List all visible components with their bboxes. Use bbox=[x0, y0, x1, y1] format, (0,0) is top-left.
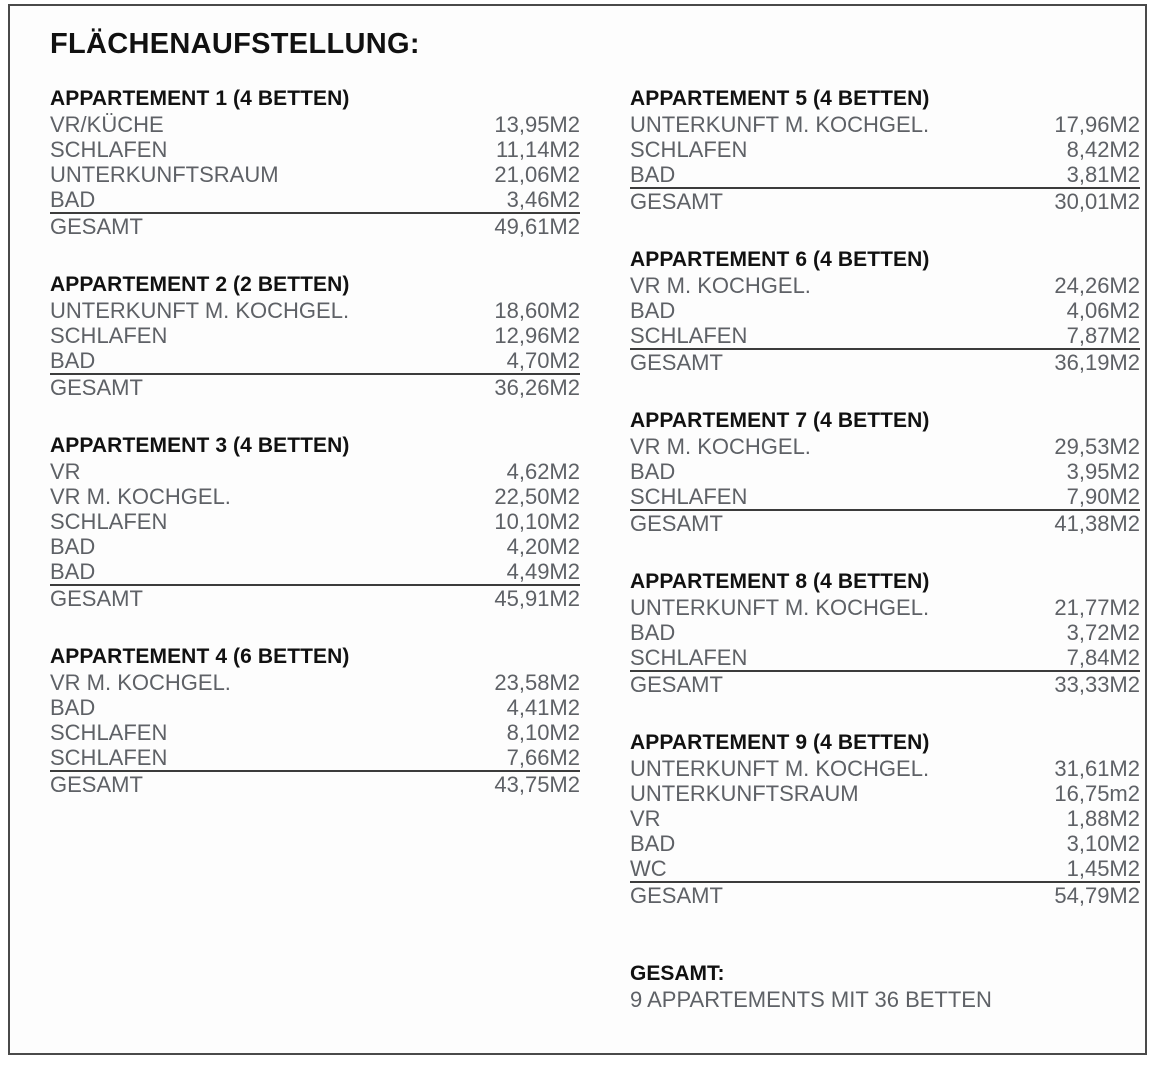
room-name: UNTERKUNFT M. KOCHGEL. bbox=[630, 756, 930, 781]
apartment-title: APPARTEMENT 5 (4 BETTEN) bbox=[630, 87, 930, 110]
room-area: 4,41M2 bbox=[506, 695, 580, 720]
room-area: 4,20M2 bbox=[506, 534, 580, 559]
room-row bbox=[630, 273, 1140, 298]
column-left bbox=[50, 87, 580, 797]
room-area: 7,84M2 bbox=[1066, 645, 1140, 670]
room-name: UNTERKUNFT M. KOCHGEL. bbox=[630, 595, 930, 620]
room-row bbox=[630, 595, 1140, 620]
room-row bbox=[50, 162, 580, 187]
total-area: 36,19M2 bbox=[885, 349, 1140, 375]
room-row bbox=[50, 534, 580, 559]
total-row bbox=[630, 510, 1140, 536]
page-title: FLÄCHENAUFSTELLUNG: bbox=[50, 28, 420, 60]
room-row bbox=[630, 806, 1140, 831]
room-row bbox=[50, 459, 580, 484]
room-area: 10,10M2 bbox=[494, 509, 580, 534]
room-name: SCHLAFEN bbox=[50, 720, 168, 745]
room-name: BAD bbox=[630, 620, 676, 645]
room-row bbox=[630, 434, 1140, 459]
room-area: 3,81M2 bbox=[1066, 162, 1140, 187]
apartment-block bbox=[630, 87, 1140, 214]
total-row bbox=[630, 188, 1140, 214]
room-area: 31,61M2 bbox=[1054, 756, 1140, 781]
total-area: 43,75M2 bbox=[315, 771, 580, 797]
room-area: 4,62M2 bbox=[506, 459, 580, 484]
room-area: 4,49M2 bbox=[506, 559, 580, 584]
room-row bbox=[630, 459, 1140, 484]
total-label: GESAMT bbox=[630, 882, 885, 908]
room-area: 12,96M2 bbox=[494, 323, 580, 348]
column-right bbox=[630, 87, 1140, 1012]
room-area-table bbox=[50, 670, 580, 797]
room-row bbox=[50, 112, 580, 137]
apartment-title: APPARTEMENT 4 (6 BETTEN) bbox=[50, 645, 350, 668]
room-area-table bbox=[630, 273, 1140, 375]
total-label: GESAMT bbox=[630, 671, 885, 697]
document-frame bbox=[8, 4, 1147, 1055]
room-row bbox=[630, 298, 1140, 323]
room-row bbox=[50, 323, 580, 348]
room-row bbox=[50, 348, 580, 374]
room-row bbox=[630, 645, 1140, 671]
room-area: 7,90M2 bbox=[1066, 484, 1140, 509]
room-row bbox=[630, 831, 1140, 856]
room-area-table bbox=[50, 298, 580, 400]
total-row bbox=[50, 374, 580, 400]
room-name: BAD bbox=[50, 348, 96, 373]
total-row bbox=[50, 213, 580, 239]
total-area: 49,61M2 bbox=[315, 213, 580, 239]
total-label: GESAMT bbox=[50, 213, 315, 239]
room-name: VR M. KOCHGEL. bbox=[50, 670, 231, 695]
total-row bbox=[50, 771, 580, 797]
total-row bbox=[50, 585, 580, 611]
room-name: VR M. KOCHGEL. bbox=[50, 484, 231, 509]
total-area: 36,26M2 bbox=[315, 374, 580, 400]
room-name: BAD bbox=[50, 695, 96, 720]
total-area: 30,01M2 bbox=[885, 188, 1140, 214]
room-area: 16,75m2 bbox=[1054, 781, 1140, 806]
room-row bbox=[630, 162, 1140, 188]
room-area-table bbox=[630, 434, 1140, 536]
room-name: SCHLAFEN bbox=[50, 745, 168, 770]
room-row bbox=[50, 509, 580, 534]
room-row bbox=[50, 187, 580, 213]
room-name: UNTERKUNFTSRAUM bbox=[50, 162, 279, 187]
document-body bbox=[10, 6, 1145, 1053]
room-row bbox=[50, 670, 580, 695]
room-area: 17,96M2 bbox=[1054, 112, 1140, 137]
apartment-block bbox=[50, 87, 580, 239]
total-label: GESAMT bbox=[630, 349, 885, 375]
apartment-block bbox=[630, 248, 1140, 375]
total-area: 45,91M2 bbox=[315, 585, 580, 611]
room-area: 1,88M2 bbox=[1066, 806, 1140, 831]
room-row bbox=[630, 620, 1140, 645]
grand-total-block bbox=[630, 962, 1140, 1012]
total-label: GESAMT bbox=[630, 188, 885, 214]
room-name: VR M. KOCHGEL. bbox=[630, 273, 811, 298]
room-row bbox=[50, 745, 580, 771]
apartment-block bbox=[630, 409, 1140, 536]
room-name: BAD bbox=[50, 559, 96, 584]
room-name: VR bbox=[630, 806, 661, 831]
room-area: 4,70M2 bbox=[506, 348, 580, 373]
room-name: SCHLAFEN bbox=[630, 484, 748, 509]
total-label: GESAMT bbox=[50, 374, 315, 400]
room-area: 3,95M2 bbox=[1066, 459, 1140, 484]
room-name: VR bbox=[50, 459, 81, 484]
room-name: SCHLAFEN bbox=[630, 323, 748, 348]
room-area: 21,77M2 bbox=[1054, 595, 1140, 620]
apartment-title: APPARTEMENT 3 (4 BETTEN) bbox=[50, 434, 350, 457]
total-area: 41,38M2 bbox=[885, 510, 1140, 536]
room-row bbox=[630, 484, 1140, 510]
room-row bbox=[50, 559, 580, 585]
room-name: BAD bbox=[630, 459, 676, 484]
total-area: 33,33M2 bbox=[885, 671, 1140, 697]
apartment-title: APPARTEMENT 6 (4 BETTEN) bbox=[630, 248, 930, 271]
room-row bbox=[50, 484, 580, 509]
room-name: SCHLAFEN bbox=[630, 137, 748, 162]
room-row bbox=[630, 781, 1140, 806]
room-name: UNTERKUNFT M. KOCHGEL. bbox=[50, 298, 350, 323]
room-area-table bbox=[630, 112, 1140, 214]
room-row bbox=[630, 756, 1140, 781]
room-area: 18,60M2 bbox=[494, 298, 580, 323]
room-name: BAD bbox=[50, 534, 96, 559]
room-area: 13,95M2 bbox=[494, 112, 580, 137]
total-label: GESAMT bbox=[50, 771, 315, 797]
total-label: GESAMT bbox=[50, 585, 315, 611]
apartment-block bbox=[630, 570, 1140, 697]
apartment-title: APPARTEMENT 1 (4 BETTEN) bbox=[50, 87, 350, 110]
room-area: 21,06M2 bbox=[494, 162, 580, 187]
grand-total-text: 9 APPARTEMENTS MIT 36 BETTEN bbox=[630, 987, 992, 1012]
room-name: BAD bbox=[50, 187, 96, 212]
room-row bbox=[50, 695, 580, 720]
room-area-table bbox=[630, 756, 1140, 908]
room-name: WC bbox=[630, 856, 667, 881]
room-area: 24,26M2 bbox=[1054, 273, 1140, 298]
room-name: SCHLAFEN bbox=[50, 509, 168, 534]
room-row bbox=[630, 137, 1140, 162]
room-area: 7,87M2 bbox=[1066, 323, 1140, 348]
room-name: BAD bbox=[630, 162, 676, 187]
room-area: 11,14M2 bbox=[496, 137, 580, 162]
room-area: 3,46M2 bbox=[506, 187, 580, 212]
grand-total-label: GESAMT: bbox=[630, 962, 725, 985]
room-area: 23,58M2 bbox=[494, 670, 580, 695]
apartment-block bbox=[50, 645, 580, 797]
room-area: 29,53M2 bbox=[1054, 434, 1140, 459]
total-row bbox=[630, 349, 1140, 375]
room-name: UNTERKUNFT M. KOCHGEL. bbox=[630, 112, 930, 137]
room-name: VR/KÜCHE bbox=[50, 112, 164, 137]
room-area: 3,72M2 bbox=[1066, 620, 1140, 645]
room-name: UNTERKUNFTSRAUM bbox=[630, 781, 859, 806]
room-name: VR M. KOCHGEL. bbox=[630, 434, 811, 459]
apartment-block bbox=[50, 273, 580, 400]
room-area: 7,66M2 bbox=[506, 745, 580, 770]
total-area: 54,79M2 bbox=[885, 882, 1140, 908]
room-area: 4,06M2 bbox=[1066, 298, 1140, 323]
apartment-title: APPARTEMENT 7 (4 BETTEN) bbox=[630, 409, 930, 432]
total-row bbox=[630, 882, 1140, 908]
room-name: SCHLAFEN bbox=[50, 137, 168, 162]
room-name: SCHLAFEN bbox=[50, 323, 168, 348]
room-row bbox=[50, 298, 580, 323]
room-area-table bbox=[50, 112, 580, 239]
room-name: SCHLAFEN bbox=[630, 645, 748, 670]
apartment-title: APPARTEMENT 8 (4 BETTEN) bbox=[630, 570, 930, 593]
room-row bbox=[630, 856, 1140, 882]
room-area: 3,10M2 bbox=[1066, 831, 1140, 856]
area-schedule-columns bbox=[44, 87, 1145, 1012]
room-row bbox=[50, 720, 580, 745]
room-area: 1,45M2 bbox=[1066, 856, 1140, 881]
apartment-block bbox=[50, 434, 580, 611]
room-row bbox=[630, 112, 1140, 137]
total-row bbox=[630, 671, 1140, 697]
room-name: BAD bbox=[630, 831, 676, 856]
room-area-table bbox=[630, 595, 1140, 697]
apartment-title: APPARTEMENT 9 (4 BETTEN) bbox=[630, 731, 930, 754]
room-area: 22,50M2 bbox=[494, 484, 580, 509]
room-area-table bbox=[50, 459, 580, 611]
room-name: BAD bbox=[630, 298, 676, 323]
room-area: 8,42M2 bbox=[1066, 137, 1140, 162]
room-area: 8,10M2 bbox=[506, 720, 580, 745]
room-row bbox=[630, 323, 1140, 349]
room-row bbox=[50, 137, 580, 162]
apartment-title: APPARTEMENT 2 (2 BETTEN) bbox=[50, 273, 350, 296]
apartment-block bbox=[630, 731, 1140, 908]
total-label: GESAMT bbox=[630, 510, 885, 536]
